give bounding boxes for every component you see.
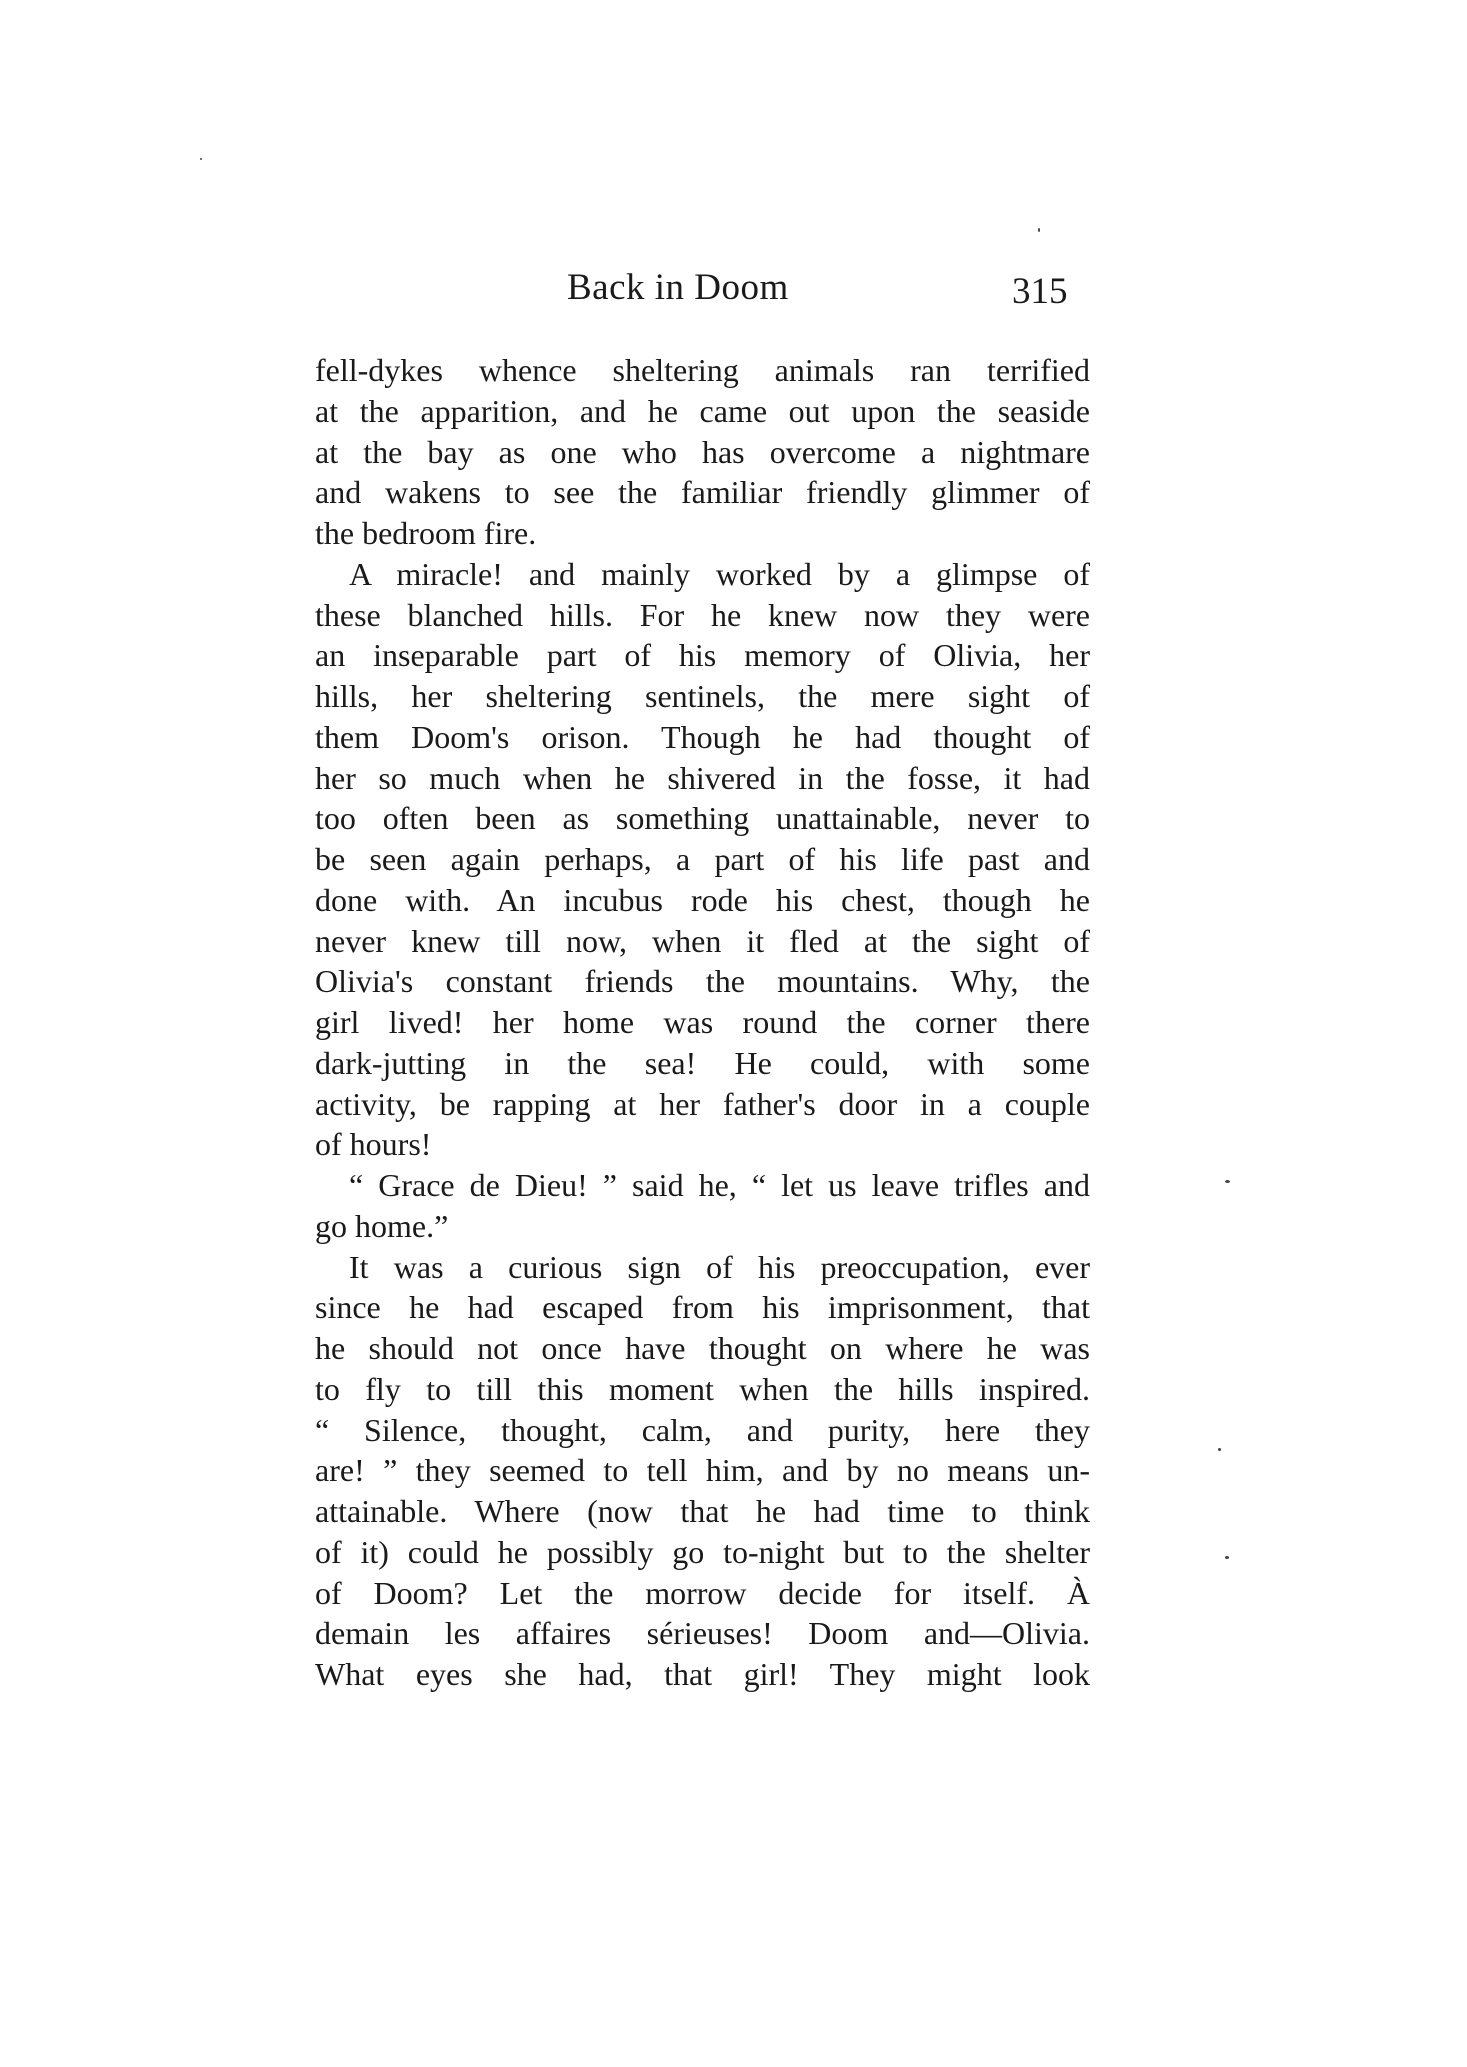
scan-speck	[1038, 228, 1040, 232]
text-line: Olivia's constant friends the mountains. Why, the	[315, 963, 1090, 1000]
text-line: are! ” they seemed to tell him, and by no means un-	[315, 1452, 1090, 1489]
text-line: he should not once have thought on where he was	[315, 1330, 1090, 1366]
text-line: “ Grace de Dieu! ” said he, “ let us leave trifles and	[349, 1167, 1090, 1203]
text-line: dark-jutting in the sea! He could, with some	[315, 1044, 1090, 1081]
text-line: of Doom? Let the morrow decide for itself. À	[315, 1574, 1090, 1611]
text-line: at the apparition, and he came out upon the seaside	[315, 392, 1090, 429]
text-line: activity, be rapping at her father's door in a couple	[315, 1085, 1090, 1122]
text-line: the bedroom fire.	[315, 515, 537, 551]
page-number: 315	[1012, 271, 1068, 312]
text-line: “ Silence, thought, calm, and purity, here they	[315, 1411, 1090, 1448]
text-line: since he had escaped from his imprisonment, that	[315, 1289, 1090, 1326]
text-line: A miracle! and mainly worked by a glimpse of	[349, 555, 1090, 592]
text-line: It was a curious sign of his preoccupation, ever	[349, 1248, 1090, 1285]
text-line: demain les affaires sérieuses! Doom and—Olivia.	[315, 1615, 1090, 1652]
text-line: go home.”	[315, 1207, 449, 1244]
scan-speck	[1225, 1180, 1230, 1183]
text-line: them Doom's orison. Though he had thought of	[315, 718, 1090, 755]
running-title: Back in Doom	[567, 267, 789, 308]
text-line: of hours!	[315, 1126, 432, 1163]
text-line: be seen again perhaps, a part of his life past and	[315, 841, 1090, 877]
scan-speck	[1225, 1556, 1229, 1559]
text-line: and wakens to see the familiar friendly glimmer of	[315, 474, 1090, 511]
body-text	[315, 350, 1090, 1695]
text-line: these blanched hills. For he knew now they were	[315, 596, 1090, 633]
text-line: to fly to till this moment when the hills inspired.	[315, 1370, 1090, 1407]
text-line: hills, her sheltering sentinels, the mere sight of	[315, 678, 1090, 714]
text-line: of it) could he possibly go to-night but to the shelter	[315, 1533, 1090, 1570]
text-line: attainable. Where (now that he had time to think	[315, 1493, 1090, 1529]
text-line: girl lived! her home was round the corner there	[315, 1004, 1090, 1040]
text-line: fell-dykes whence sheltering animals ran terrified	[315, 352, 1090, 388]
scan-speck	[1218, 1448, 1221, 1451]
text-line: her so much when he shivered in the fosse, it had	[315, 759, 1090, 796]
text-line: never knew till now, when it fled at the sight of	[315, 922, 1090, 959]
scan-speck	[200, 158, 202, 160]
text-line: too often been as something unattainable, never to	[315, 800, 1090, 837]
text-line: at the bay as one who has overcome a nightmare	[315, 433, 1090, 470]
text-line: done with. An incubus rode his chest, though he	[315, 881, 1090, 918]
text-line: an inseparable part of his memory of Olivia, her	[315, 637, 1090, 674]
text-line: What eyes she had, that girl! They might look	[315, 1656, 1090, 1692]
